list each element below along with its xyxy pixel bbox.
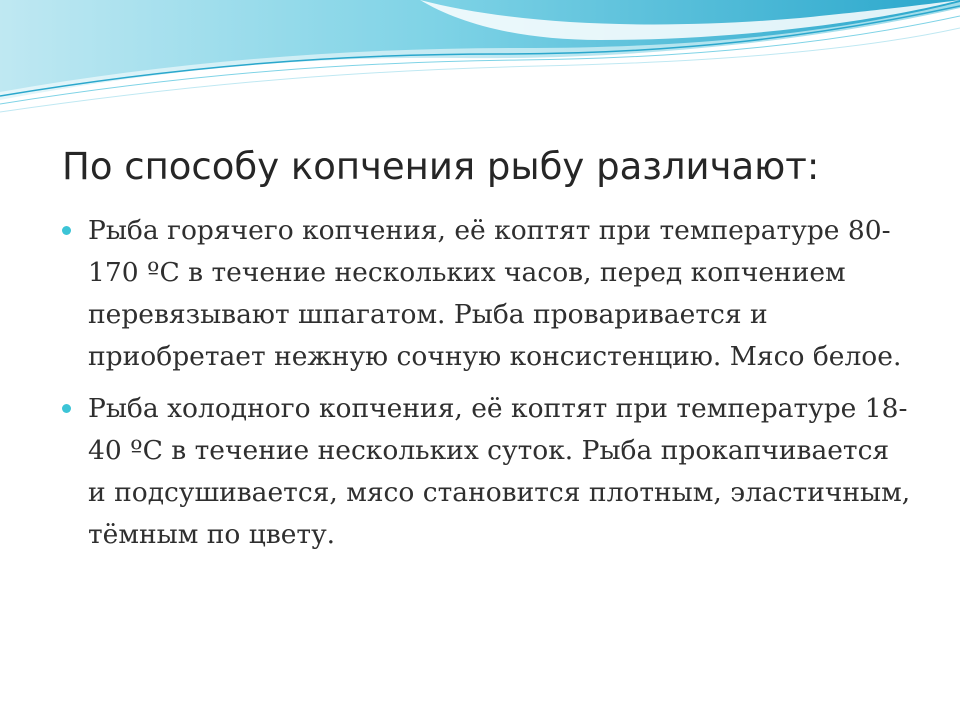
bullet-list [62,210,912,566]
bullet-text: Рыба горячего копчения, её коптят при температуре 80-170 ºС в течение нескольких часов, перед копчением перевязывают шпагатом. Рыба проваривается и приобретает нежную сочную консистенцию. Мясо белое. [88,215,902,372]
bullet-dot-icon [62,404,71,413]
slide-title: По способу копчения рыбу различают: [62,145,820,188]
wave-header-decoration [0,0,960,120]
bullet-item-hot-smoking [62,210,912,378]
bullet-dot-icon [62,226,71,235]
bullet-item-cold-smoking [62,388,912,556]
bullet-text: Рыба холодного копчения, её коптят при температуре 18-40 ºС в течение нескольких суток. Рыба прокапчивается и подсушивается, мясо становится плотным, эластичным, тёмным по цвету. [88,393,911,550]
